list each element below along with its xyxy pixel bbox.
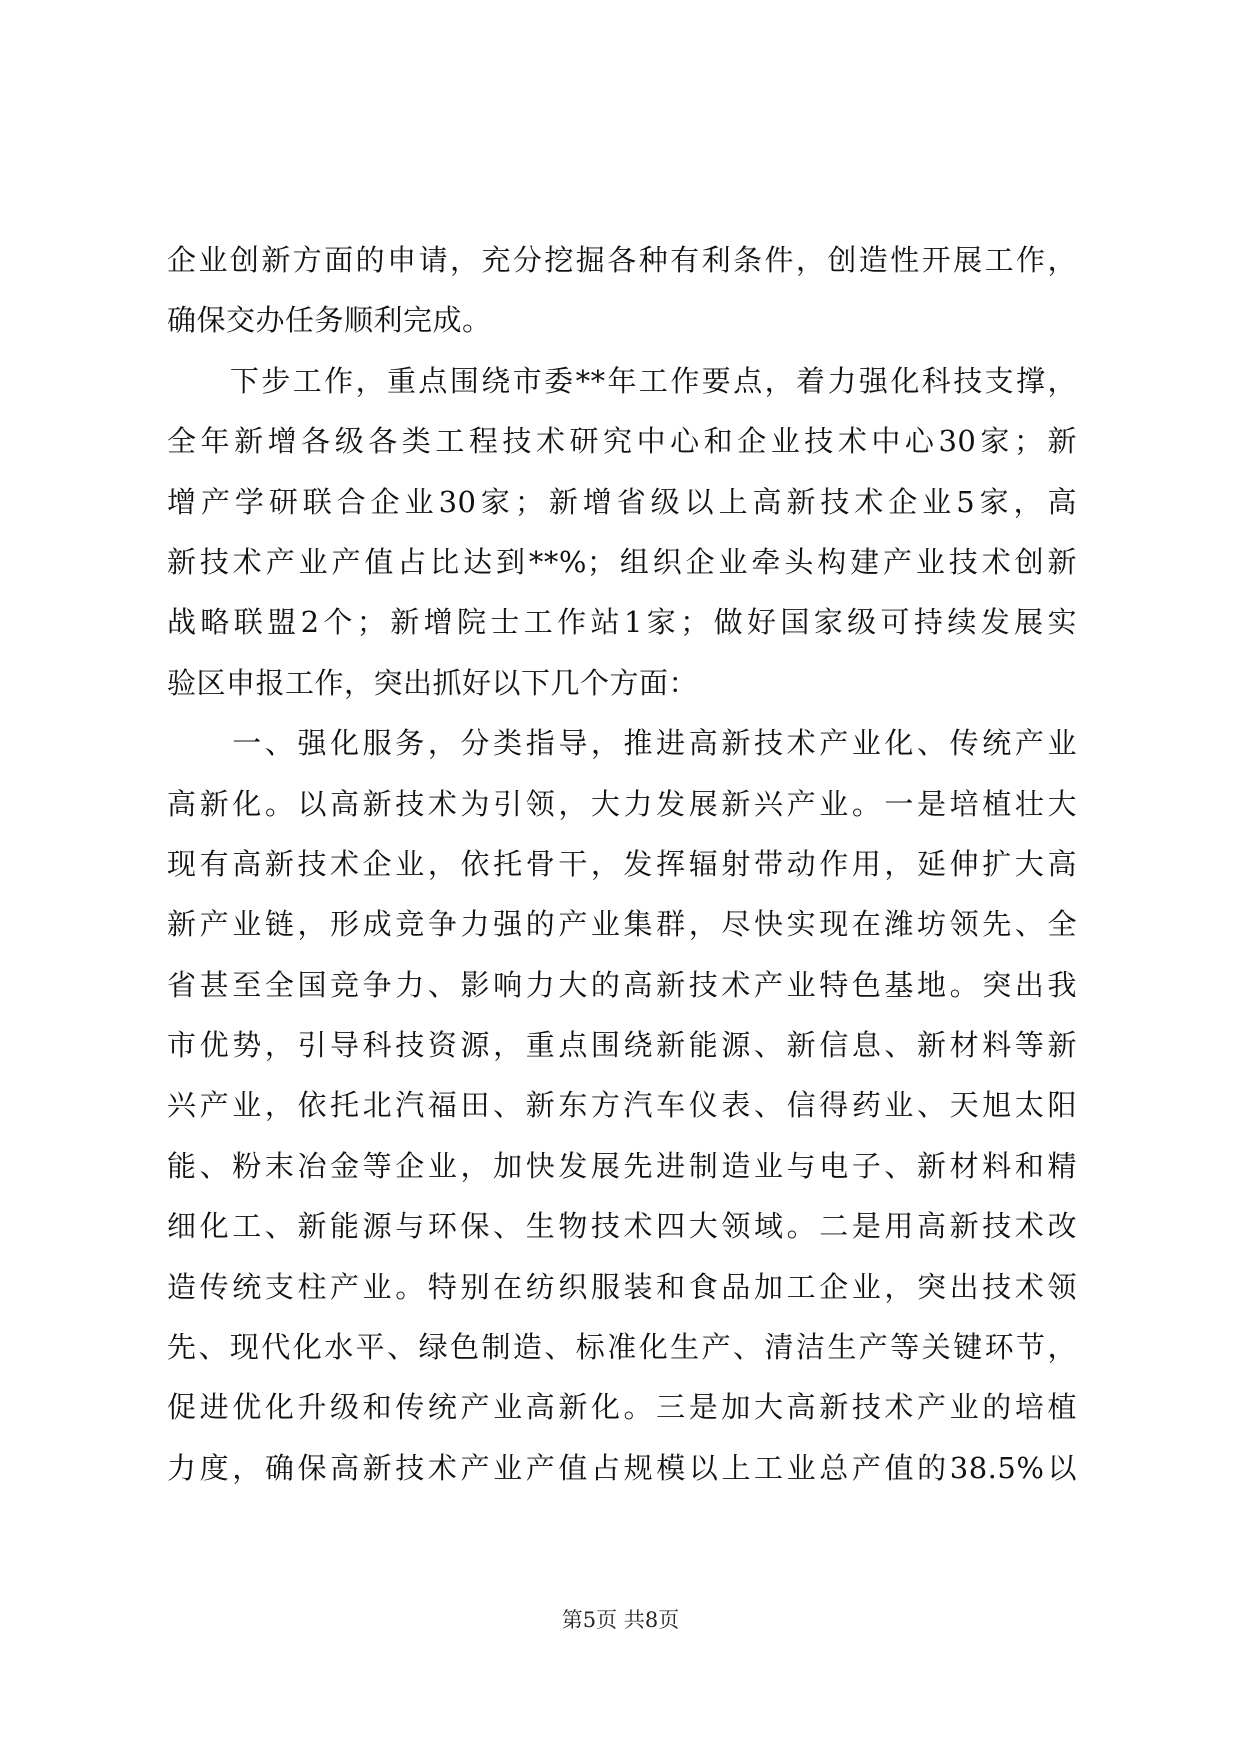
- text-line: 全年新增各级各类工程技术研究中心和企业技术中心30家；新: [167, 424, 1077, 459]
- text-line: 高新化。以高新技术为引领，大力发展新兴产业。一是培植壮大: [167, 786, 1077, 821]
- text-line: 验区申报工作，突出抓好以下几个方面：: [167, 665, 699, 700]
- text-line: 现有高新技术企业，依托骨干，发挥辐射带动作用，延伸扩大高: [167, 846, 1077, 881]
- text-line: 增产学研联合企业30家；新增省级以上高新技术企业5家，高: [167, 484, 1077, 519]
- body-text: [167, 230, 1077, 1498]
- text-line: 战略联盟2个；新增院士工作站1家；做好国家级可持续发展实: [167, 605, 1077, 640]
- text-line: 企业创新方面的申请，充分挖掘各种有利条件，创造性开展工作，: [167, 243, 1077, 277]
- text-line: 一、强化服务，分类指导，推进高新技术产业化、传统产业: [167, 726, 1077, 761]
- text-line: 兴产业，依托北汽福田、新东方汽车仪表、信得药业、天旭太阳: [167, 1088, 1077, 1123]
- text-line: 细化工、新能源与环保、生物技术四大领域。二是用高新技术改: [167, 1209, 1077, 1244]
- text-line: 市优势，引导科技资源，重点围绕新能源、新信息、新材料等新: [167, 1028, 1077, 1063]
- text-line: 促进优化升级和传统产业高新化。三是加大高新技术产业的培植: [167, 1390, 1077, 1425]
- text-line: 造传统支柱产业。特别在纺织服装和食品加工企业，突出技术领: [167, 1269, 1077, 1304]
- text-line: 省甚至全国竞争力、影响力大的高新技术产业特色基地。突出我: [167, 967, 1077, 1002]
- text-line: 能、粉末冶金等企业，加快发展先进制造业与电子、新材料和精: [167, 1148, 1077, 1183]
- page-footer: 第5页 共8页: [561, 1608, 680, 1632]
- text-line: 新技术产业产值占比达到**%；组织企业牵头构建产业技术创新: [167, 544, 1077, 579]
- text-line: 新产业链，形成竞争力强的产业集群，尽快实现在潍坊领先、全: [167, 907, 1077, 942]
- text-line: 力度，确保高新技术产业产值占规模以上工业总产值的38.5%以: [167, 1450, 1077, 1485]
- text-line: 先、现代化水平、绿色制造、标准化生产、清洁生产等关键环节，: [167, 1330, 1077, 1365]
- text-line: 下步工作，重点围绕市委**年工作要点，着力强化科技支撑，: [167, 363, 1077, 398]
- text-line: 确保交办任务顺利完成。: [167, 303, 492, 338]
